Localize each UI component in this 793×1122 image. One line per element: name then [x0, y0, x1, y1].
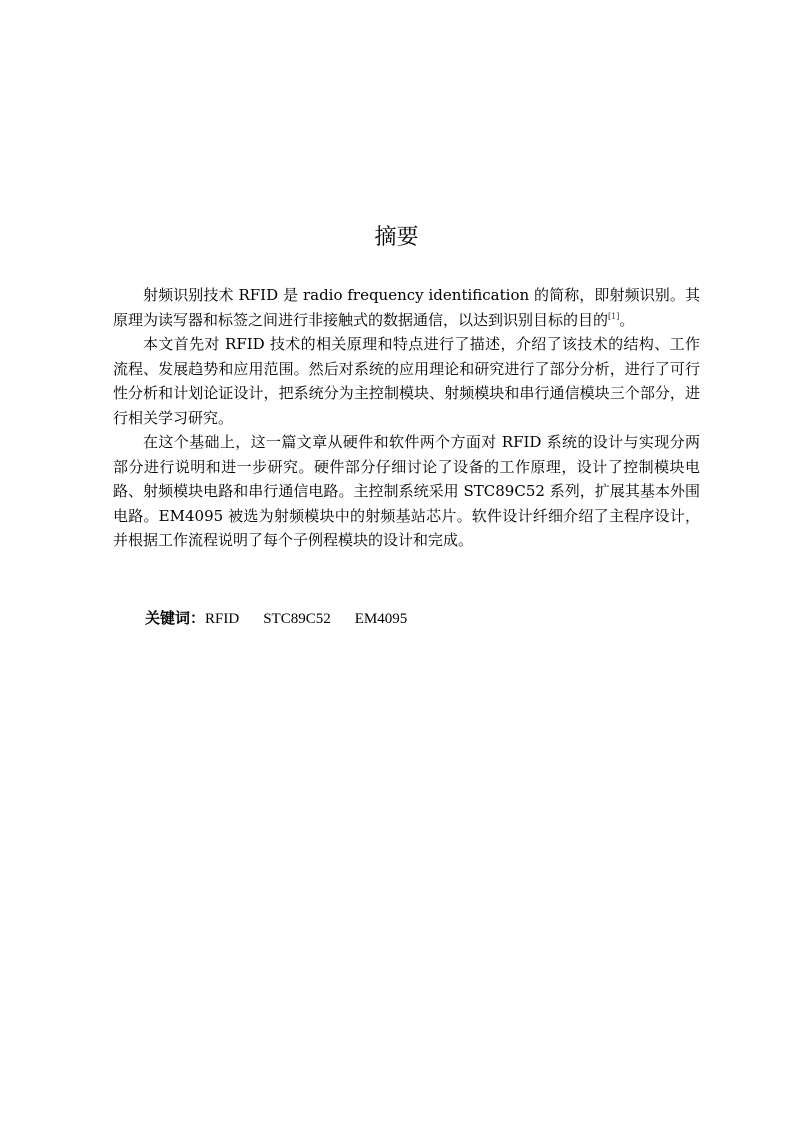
keywords-line	[145, 606, 407, 631]
keyword-item: STC89C52	[263, 611, 331, 627]
page-title: 摘要	[374, 225, 419, 250]
abstract-body	[113, 283, 700, 553]
abstract-paragraph-3: 在这个基础上，这一篇文章从硬件和软件两个方面对 RFID 系统的设计与实现分两部分进行说明和进一步研究。硬件部分仔细讨论了设备的工作原理，设计了控制模块电路、射频模块电路和串行通信电路。主控制系统采用 STC89C52 系列，扩展其基本外围电路。EM4095 被选为射频模块中的射频基站芯片。软件设计纤细介绍了主程序设计，并根据工作流程说明了每个子例程模块的设计和完成。	[113, 433, 700, 549]
keywords-label: 关键词：	[145, 609, 206, 627]
paragraph-1-text: 射频识别技术 RFID 是 radio frequency identification 的简称，即射频识别。其原理为读写器和标签之间进行非接触式的数据通信，以达到识别目标的目的	[113, 286, 700, 329]
citation-marker: [1]	[608, 311, 620, 321]
abstract-paragraph-1	[113, 283, 700, 332]
keyword-item: EM4095	[354, 611, 408, 627]
abstract-paragraph-2: 本文首先对 RFID 技术的相关原理和特点进行了描述，介绍了该技术的结构、工作流程、发展趋势和应用范围。然后对系统的应用理论和研究进行了部分分析，进行了可行性分析和计划论证设计，把系统分为主控制模块、射频模块和串行通信模块三个部分，进行相关学习研究。	[113, 335, 700, 427]
keyword-item: RFID	[205, 611, 240, 627]
paragraph-1-tail: 。	[619, 310, 635, 329]
